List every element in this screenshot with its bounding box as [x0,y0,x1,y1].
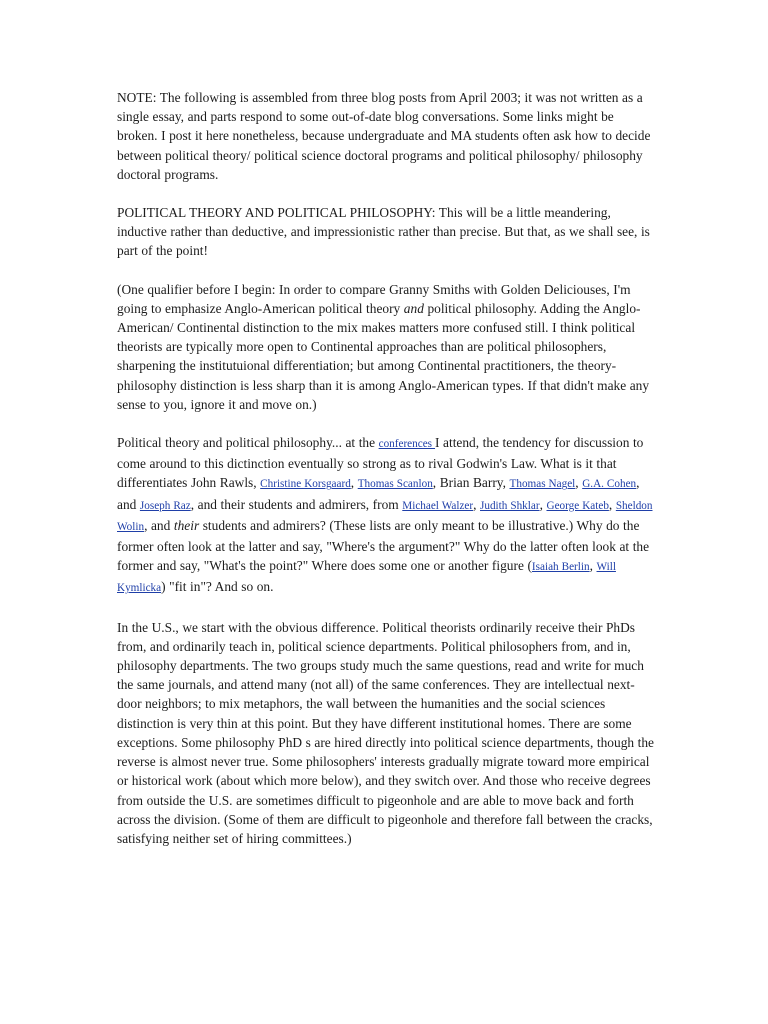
text-segment: , and their students and admirers, from [190,496,403,512]
text-segment: , [350,475,358,491]
qualifier-text-end: political philosophy. Adding the Anglo-American/ Continental distinction to the mix makes matters more confused still. I think political theorists are typically more open to Continental approaches than are political philosophers, sharpening the institutuional differentiation; but among Continental practitioners, the theory-philosophy distinction is less sharp than it is among Anglo-American types. If that didn't make any sense to you, ignore it and move on.) [117,300,650,412]
text-segment: , and [144,517,174,533]
text-segment: , Brian Barry, [432,475,510,491]
text-segment: I attend, the tendency for discussion to come around to this dictinction eventually so strong as to rival Godwin's Law. What is it that differentiates John Rawls, [117,435,644,491]
link-judith-shklar[interactable]: Judith Shklar [480,499,540,512]
link-michael-walzer[interactable]: Michael Walzer [402,499,474,512]
qualifier-italic-and: and [403,300,424,316]
link-conferences[interactable]: conferences [378,438,436,451]
link-ga-cohen[interactable]: G.A. Cohen [582,478,637,491]
link-thomas-nagel[interactable]: Thomas Nagel [509,478,576,491]
text-segment: , and [117,475,640,512]
text-segment: , [589,558,597,574]
text-segment: students and admirers? (These lists are only meant to be illustrative.) Why do the former often look at the latter and say, "Where's the argument?" Why do the latter often look at the former and say, "What's the point?" Where does some one or another figure ( [117,517,650,574]
qualifier-text-start: (One qualifier before I begin: In order to compare Granny Smiths with Golden Deliciouses, I'm going to emphasize Anglo-American political theory [117,281,631,316]
paragraph-us-difference [117,618,657,848]
text-segment: , [539,496,547,512]
paragraph-intro [117,203,657,261]
us-difference-text: In the U.S., we start with the obvious difference. Political theorists ordinarily receive their PhDs from, and ordinarily teach in, political science departments. Political philosophers from, and in, philosophy departments. The two groups study much the same questions, read and write for much the same journals, and attend many (not all) of the same conferences. They are intellectual next-door neighbors; to mix metaphors, the wall between the humanities and the social sciences distinction is very thin at this point. But they have different institutional homes. There are some exceptions. Some philosophy PhD s are hired directly into political science departments, though the reverse is almost never true. Some philosophers' interests gradually migrate toward more empirical or historical work (about which more below), and they switch over. And those who receive degrees from outside the U.S. are sometimes difficult to pigeonhole and are able to move back and forth across the division. (Some of them are difficult to pigeonhole and therefore fall between the cracks, satisfying neither set of hiring committees.) [117,619,654,846]
document-page [117,88,657,867]
text-segment: ) "fit in"? And so on. [161,579,274,595]
link-george-kateb[interactable]: George Kateb [546,499,609,512]
link-will-kymlicka[interactable]: Will Kymlicka [117,561,616,595]
link-isaiah-berlin[interactable]: Isaiah Berlin [531,561,590,574]
link-sheldon-wolin[interactable]: Sheldon Wolin [117,499,653,533]
note-text: NOTE: The following is assembled from three blog posts from April 2003; it was not written as a single essay, and parts respond to some out-of-date blog conversations. Some links might be broken. I post it here nonetheless, because undergraduate and MA students often ask how to decide between political theory/ political science doctoral programs and political philosophy/ philosophy doctoral programs. [117,90,651,182]
link-christine-korsgaard[interactable]: Christine Korsgaard [260,478,351,491]
text-segment: , [473,496,481,512]
paragraph-note [117,88,657,184]
intro-text: POLITICAL THEORY AND POLITICAL PHILOSOPHY: This will be a little meandering, inductive rather than deductive, and impressionistic rather than precise. But that, as we shall see, is part of the point! [117,205,650,259]
text-segment: Political theory and political philosophy... at the [117,435,379,451]
italic-their: their [173,517,200,533]
paragraph-qualifier [117,280,657,414]
link-thomas-scanlon[interactable]: Thomas Scanlon [357,478,433,491]
text-segment: , [575,475,583,491]
link-joseph-raz[interactable]: Joseph Raz [139,499,191,512]
text-segment: , [608,496,616,512]
paragraph-theory-vs-philosophy [117,433,657,599]
